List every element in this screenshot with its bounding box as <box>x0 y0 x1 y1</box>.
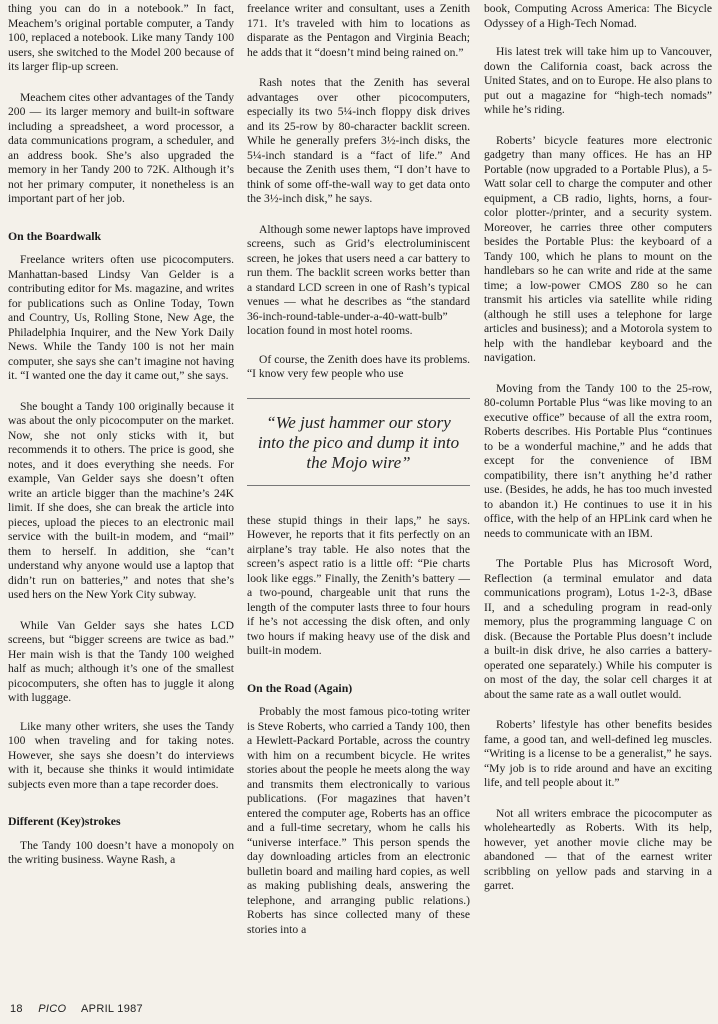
paragraph: freelance writer and consultant, uses a Zenith 171. It’s traveled with him to locations as disparate as the Pentagon and Virginia Beach; he adds that it “doesn’t mind being rained on.” <box>247 2 470 59</box>
column-2 <box>247 2 470 951</box>
magazine-name: PICO <box>38 1003 67 1015</box>
paragraph: Although some newer laptops have improved screens, such as Grid’s electroluminiscent screen, he jokes that users need a car battery to run them. The backlit screen works better than a standard LCD screen in one of Rash’s typical venues — what he describes as “the standard 36-inch-round-table-under-a-40-watt-bulb” location found in most hotel rooms. <box>247 222 470 337</box>
paragraph: She bought a Tandy 100 originally because it was about the only picocomputer on the market. Now, she not only sticks with it, but recommends it to others. The price is good, she notes, and it does everything she needs. For example, Van Gelder says she doesn’t often write an article bigger than the machine’s 24K limit. If she does, she can break the article into pieces, upload the pieces to an electronic mail service with the built-in modem, and “mail” them to herself. In addition, she “can’t understand why anyone would use a laptop that didn’t run on batteries,” and notes that she’s used hers on the New York City subway. <box>8 399 234 601</box>
paragraph: Like many other writers, she uses the Tandy 100 when traveling and for taking notes. However, she says she doesn’t do interviews with it, because she thinks it would intimidate subjects even more than a tape recorder does. <box>8 719 234 791</box>
section-heading: On the Boardwalk <box>8 228 102 243</box>
paragraph: The Portable Plus has Microsoft Word, Reflection (a terminal emulator and data communications program), Lotus 1-2-3, dBase II, and a scheduling program in read-only memory, plus the programming language C on disk. (Because the Portable Plus doesn’t include a built-in disk drive, he also carries a battery-operated one separately.) While his computer is on most of the day, the solar cell charges it at about the same rate as a wall outlet would. <box>484 557 712 701</box>
paragraph: these stupid things in their laps,” he says. However, he reports that it fits perfectly on an airplane’s tray table. He also notes that the screen’s aspect ratio is a little off: “Pie charts look like eggs.” Finally, the Zenith’s battery — a two-pound, chargeable unit that runs the length of the computer lasts three to four hours if he’s not accessing the disk often, and only two hours if making heavy use of the disk and built-in modem. <box>247 513 470 657</box>
paragraph: Roberts’ lifestyle has other benefits besides fame, a good tan, and well-defined leg muscles. “Writing is a license to be a generalist,” he says. “My job is to ride around and have an exciting life, and tell people about it.” <box>484 718 712 789</box>
paragraph: book, Computing Across America: The Bicycle Odyssey of a High-Tech Nomad. <box>484 2 712 30</box>
paragraph: Moving from the Tandy 100 to the 25-row, 80-column Portable Plus “was like moving to an executive office” because of all the extra room, Roberts describes. His Portable Plus “continues to be a wonderful machine,” and he adds that except for the convenience of IBM compatibility, there isn’t anything he’d rather use. (Besides, he adds, he has too much invested to abandon it.) He continues to use it in his office, with the help of an HPLink card when he needs to communicate with an IBM. <box>484 381 712 540</box>
column-1 <box>8 2 234 882</box>
paragraph: His latest trek will take him up to Vancouver, down the California coast, back across the United States, and on to Europe. He also plans to put out a magazine for “high-tech nomads” while he’s riding. <box>484 45 712 116</box>
paragraph: Not all writers embrace the picocomputer as wholeheartedly as Roberts. With its help, however, yet another movie cliche may be abandoned — that of the earnest writer scribbling on yellow pads and starving in a garret. <box>484 806 712 892</box>
paragraph: Meachem cites other advantages of the Tandy 200 — its larger memory and built-in software including a spreadsheet, a word processor, a data communications program, a scheduler, and an address book. She’s also upgraded the memory in her Tandy 200 to 72K. Although it’s not her primary computer, it nonetheless is an important part of her job. <box>8 90 234 205</box>
page-number: 18 <box>10 1003 23 1015</box>
paragraph: Probably the most famous pico-toting writer is Steve Roberts, who carried a Tandy 100, then a Hewlett-Packard Portable, across the country with him on a recumbent bicycle. He writes stories about the people he meets along the way and transmits them electronically to various publications. (For magazines that haven’t entered the computer age, Roberts has an office and a full-time secretary, whom he calls his “universe interface.” This person spends the day downloading articles from an electronic bulletin board and mailing hard copies, as well as making publishing deals, answering the telephone, and arranging public relations.) Roberts has since collected many of these stories into a <box>247 705 470 936</box>
paragraph: thing you can do in a notebook.” In fact, Meachem’s original portable computer, a Tandy 100, replaced a notebook. Like many Tandy 100 users, she switched to the Model 200 because of its larger flip-up screen. <box>8 2 234 73</box>
section-heading: Different (Key)strokes <box>8 814 121 828</box>
paragraph: Freelance writers often use picocomputers. Manhattan-based Lindsy Van Gelder is a contributing editor for Ms. magazine, and writes for publications such as Online Today, Town and Country, Us, Rolling Stone, New Age, the Philadelphia Inquirer, and the New York Daily News. While the Tandy 100 is not her main computer, she says she can’t imagine not having it. “I wanted one the day it came out,” she says. <box>8 253 234 382</box>
paragraph: Roberts’ bicycle features more electronic gadgetry than many offices. He has an HP Portable (now upgraded to a Portable Plus), a 5-Watt solar cell to charge the computer and other equipment, a CB radio, lights, horns, a four-color plotter-/printer, and a security system. Moreover, he carries three other computers besides the Portable Plus: the keyboard of a Tandy 100, which he plans to mount on the handlebars so he can write and ride at the same time; a low-power CMOS Z80 so he can transmit his articles via satellite while riding (although he still uses a telephone for large articles and business); and a Motorola system to help with the handlebar keyboard and the navigation. <box>484 133 712 364</box>
section-heading: On the Road (Again) <box>247 680 353 695</box>
page-footer <box>10 1003 155 1015</box>
pull-quote: “We just hammer our story into the pico and dump it into the Mojo wire” <box>247 398 470 486</box>
paragraph: Rash notes that the Zenith has several advantages over other picocomputers, especially its two 5¼-inch floppy disk drives and its 25-row by 80-character backlit screen. While he generally prefers 3½-inch disks, the 5¼-inch standard is a “fact of life.” And because the Zenith uses them, “I don’t have to think of some off-the-wall way to get data onto the 3½-inch disk,” he says. <box>247 76 470 205</box>
paragraph: While Van Gelder says she hates LCD screens, but “bigger screens are twice as bad.” Her main wish is that the Tandy 100 weighed half as much; although it’s one of the smallest picocomputers, she often has to juggle it along with luggage. <box>8 618 234 704</box>
issue-date: APRIL 1987 <box>81 1003 143 1015</box>
column-3 <box>484 2 712 908</box>
paragraph: The Tandy 100 doesn’t have a monopoly on the writing business. Wayne Rash, a <box>8 838 234 866</box>
paragraph: Of course, the Zenith does have its problems. “I know very few people who use <box>247 352 470 380</box>
